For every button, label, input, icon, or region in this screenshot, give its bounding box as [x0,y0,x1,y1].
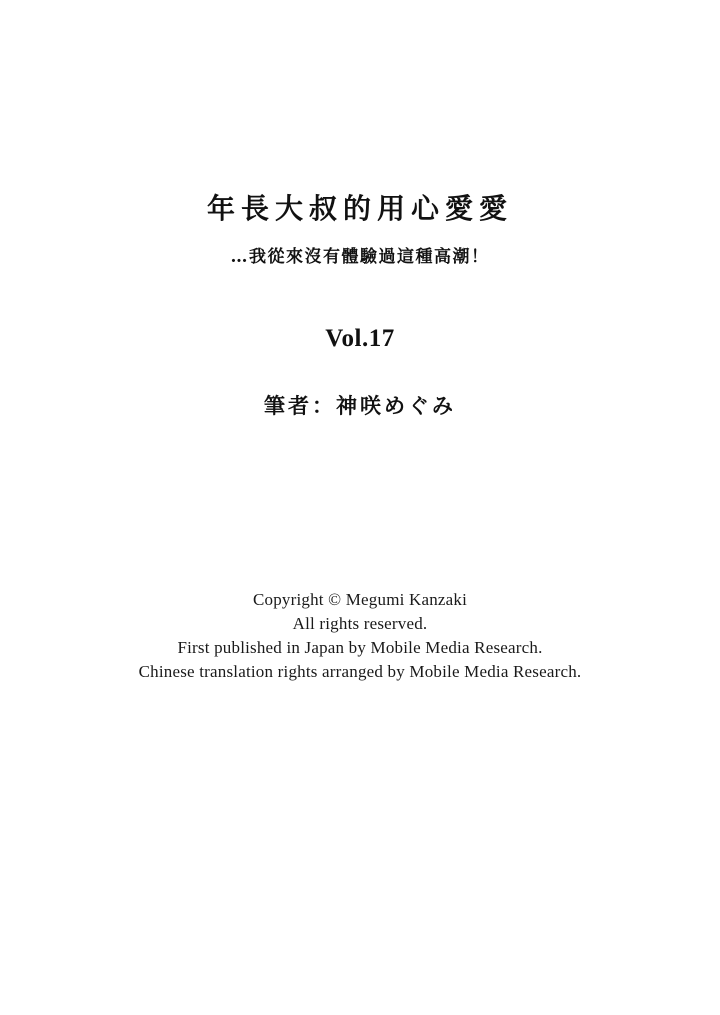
page-subtitle: …我從來沒有體驗過這種高潮！ [230,246,490,267]
copyright-block [0,588,720,684]
author-label: 筆者：神咲めぐみ [264,393,456,418]
title-block [0,190,720,270]
copyright-line: First published in Japan by Mobile Media Research. [177,638,543,657]
copyright-line: Copyright © Megumi Kanzaki [252,590,468,609]
copyright-line: All rights reserved. [292,614,428,633]
page-title: 年長大叔的用心愛愛 [206,192,513,225]
volume-label: Vol.17 [325,325,395,352]
copyright-line: Chinese translation rights arranged by Mobile Media Research. [138,662,582,681]
